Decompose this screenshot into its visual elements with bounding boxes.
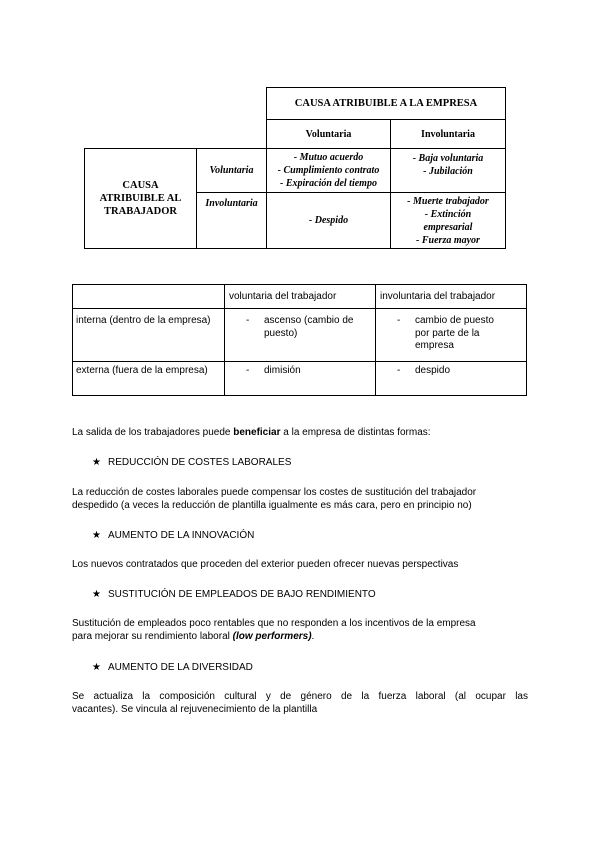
star-icon: ★ xyxy=(92,589,101,600)
mobility-table xyxy=(72,284,527,396)
intro-bold: beneficiar xyxy=(233,427,281,438)
row-involuntaria-label: Involuntaria xyxy=(205,198,258,209)
company-cause-header: CAUSA ATRIBUIBLE A LA EMPRESA xyxy=(294,98,478,109)
col-voluntary-header: voluntaria del trabajador xyxy=(229,291,337,302)
cell-interna-involuntary: - cambio de puesto por parte de la empresa xyxy=(397,315,494,351)
benefit-text: La reducción de costes laborales puede compensar los costes de sustitución del trabajador despedido (a veces la reducción de plantilla igualmente es más cara, pero en principio no) xyxy=(72,487,477,511)
star-icon: ★ xyxy=(92,530,101,541)
worker-cause-header: CAUSA ATRIBUIBLE AL TRABAJADOR xyxy=(99,180,182,217)
benefit-text: Se actualiza la composición cultural y de género de la fuerza laboral (al ocupar las vacantes). Se vincula al rejuvenecimiento de la plantilla xyxy=(72,691,528,715)
cell-interna-voluntary: - ascenso (cambio de puesto) xyxy=(246,315,354,339)
benefit-title: REDUCCIÓN DE COSTES LABORALES xyxy=(108,457,292,468)
benefit-title: AUMENTO DE LA INNOVACIÓN xyxy=(108,530,255,541)
row-label-externa: externa (fuera de la empresa) xyxy=(76,365,208,376)
vol-invol-cell: - Baja voluntaria - Jubilación xyxy=(412,153,484,177)
cell-externa-voluntary: - dimisión xyxy=(246,365,301,376)
col-involuntaria-header: Involuntaria xyxy=(421,128,475,140)
col-involuntary-header: involuntaria del trabajador xyxy=(380,291,496,302)
benefit-text: Sustitución de empleados poco rentables que no responden a los incentivos de la empresa para mejorar su rendimiento laboral (low performers). xyxy=(72,618,476,642)
star-icon: ★ xyxy=(92,662,101,673)
low-performers-term: (low performers) xyxy=(232,631,312,642)
star-icon: ★ xyxy=(92,457,101,468)
invol-invol-cell: - Muerte trabajador - Extinción empresarial - Fuerza mayor xyxy=(407,195,489,246)
cell-externa-involuntary: - despido xyxy=(397,365,451,376)
benefit-text: Los nuevos contratados que proceden del exterior pueden ofrecer nuevas perspectivas xyxy=(72,559,459,570)
col-voluntaria-header: Voluntaria xyxy=(305,128,352,140)
benefit-title: AUMENTO DE LA DIVERSIDAD xyxy=(108,662,253,673)
intro-paragraph: La salida de los trabajadores puede beneficiar a la empresa de distintas formas: xyxy=(72,427,431,438)
causes-table xyxy=(84,87,506,249)
vol-vol-cell: - Mutuo acuerdo - Cumplimiento contrato - Expiración del tiempo xyxy=(277,152,380,189)
row-label-interna: interna (dentro de la empresa) xyxy=(76,315,211,326)
invol-vol-cell: - Despido xyxy=(308,215,349,226)
benefit-title: SUSTITUCIÓN DE EMPLEADOS DE BAJO RENDIMIENTO xyxy=(108,589,376,600)
row-voluntaria-label: Voluntaria xyxy=(209,165,254,176)
